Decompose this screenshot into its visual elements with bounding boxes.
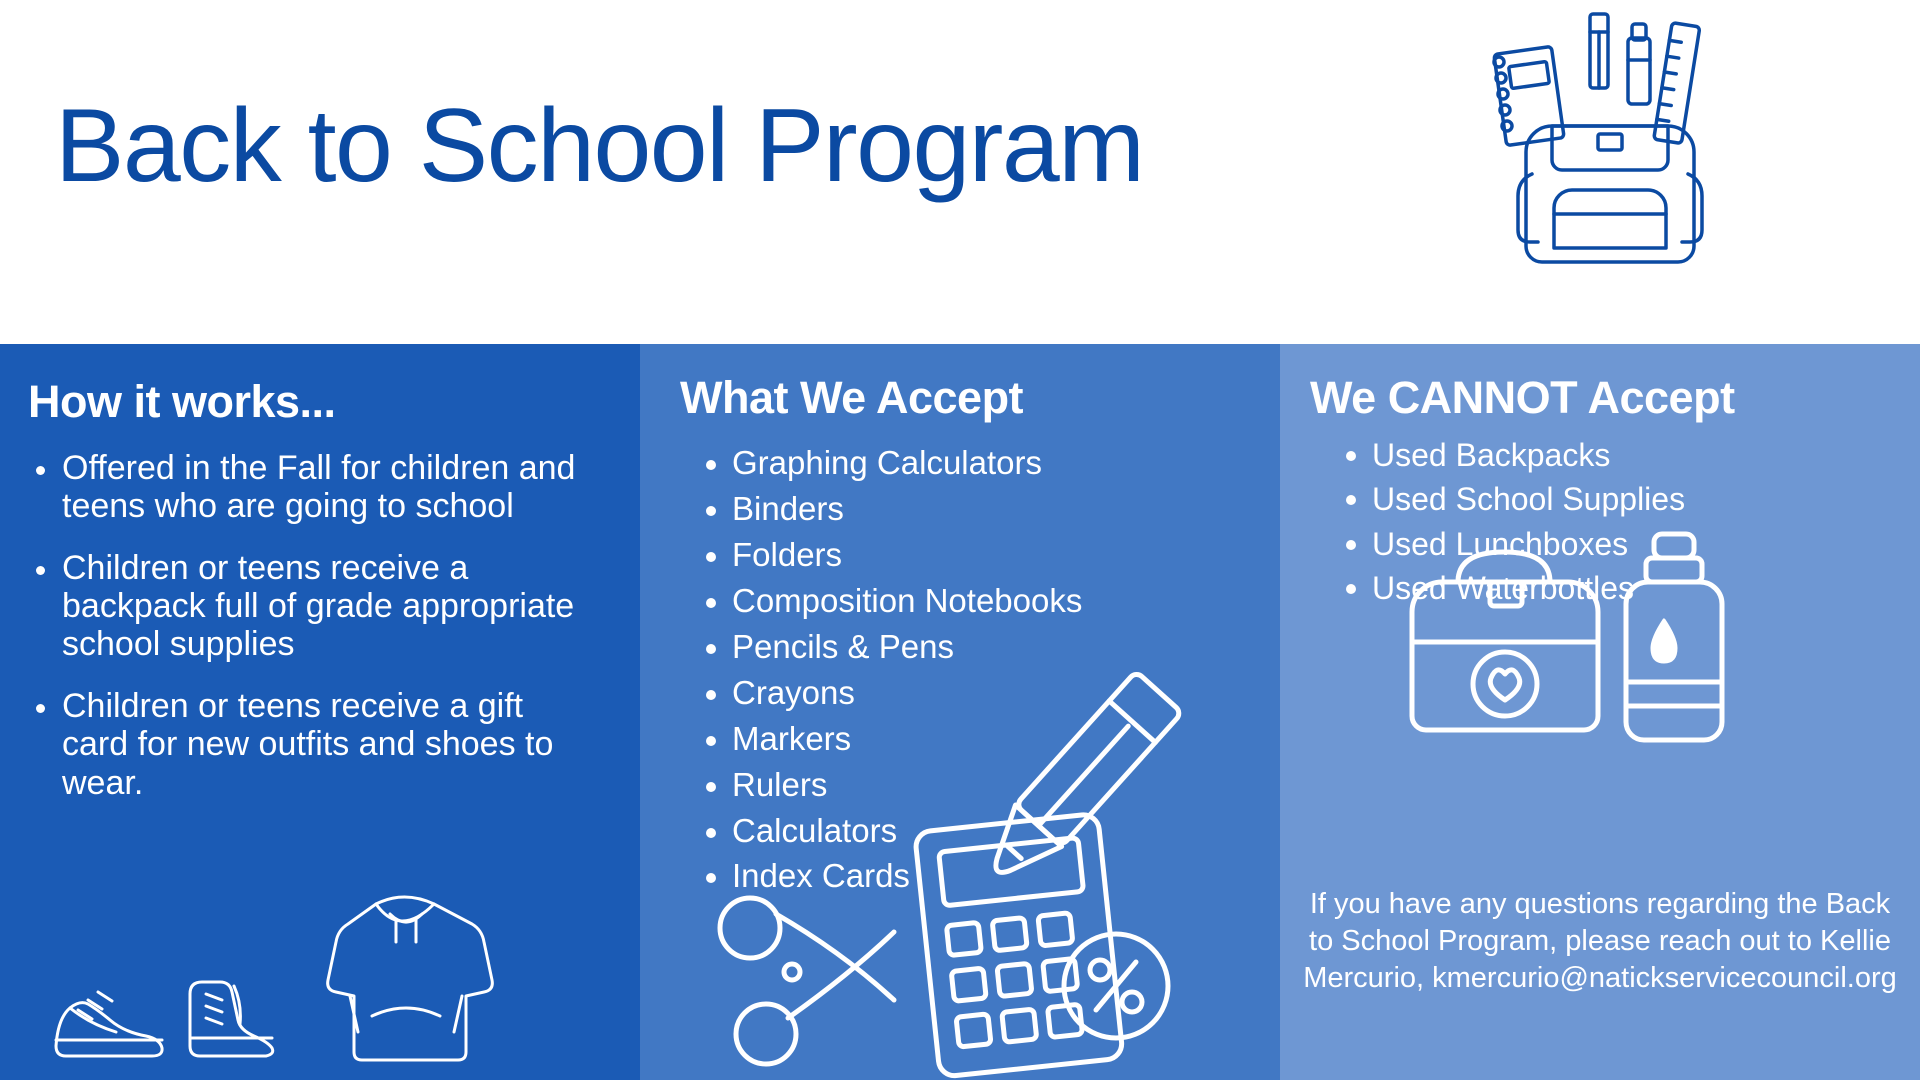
column-what-we-accept [640,344,1280,1080]
calculator-icon [915,813,1124,1077]
list-item: Binders [698,490,1238,528]
list-item: Composition Notebooks [698,582,1238,620]
used-items-icon [1398,524,1798,754]
contact-text: If you have any questions regarding the Back to School Program, please reach out to Kellie Mercurio, kmercurio@natickservicecouncil.org [1303,888,1897,995]
list-item: Calculators [698,812,1238,850]
list-item: Index Cards [698,857,1238,895]
list-item: Crayons [698,674,1238,712]
list-item: Graphing Calculators [698,444,1238,482]
sneakers-icon [48,942,308,1072]
backpack-icon [1412,552,1598,730]
page-title: Back to School Program [55,88,1144,204]
waterbottle-icon [1626,534,1722,740]
content-columns [0,344,1920,1080]
column-how-it-works [0,344,640,1080]
what-we-accept-heading: What We Accept [680,372,1024,423]
list-item: Children or teens receive a backpack full of grade appropriate school supplies [28,549,588,663]
we-cannot-accept-heading: We CANNOT Accept [1310,372,1735,423]
hoodie-icon [310,880,500,1070]
list-item: Offered in the Fall for children and teens who are going to school [28,449,588,525]
how-it-works-heading: How it works... [28,376,336,427]
list-item: Rulers [698,766,1238,804]
list-item: Markers [698,720,1238,758]
list-item: Pencils & Pens [698,628,1238,666]
list-item: Used School Supplies [1338,480,1878,518]
list-item: Used Waterbottles [1338,569,1878,607]
list-item: Folders [698,536,1238,574]
header-band [0,0,1920,344]
how-it-works-list [28,449,588,826]
list-item: Children or teens receive a gift card for new outfits and shoes to wear. [28,687,588,801]
percent-badge-icon [1064,934,1168,1038]
scissors-icon [720,898,894,1064]
list-item: Used Lunchboxes [1338,525,1878,563]
column-we-cannot-accept [1280,344,1920,1080]
backpack-with-supplies-icon [1480,8,1780,308]
list-item: Used Backpacks [1338,436,1878,474]
school-supplies-icon [692,656,1232,1080]
